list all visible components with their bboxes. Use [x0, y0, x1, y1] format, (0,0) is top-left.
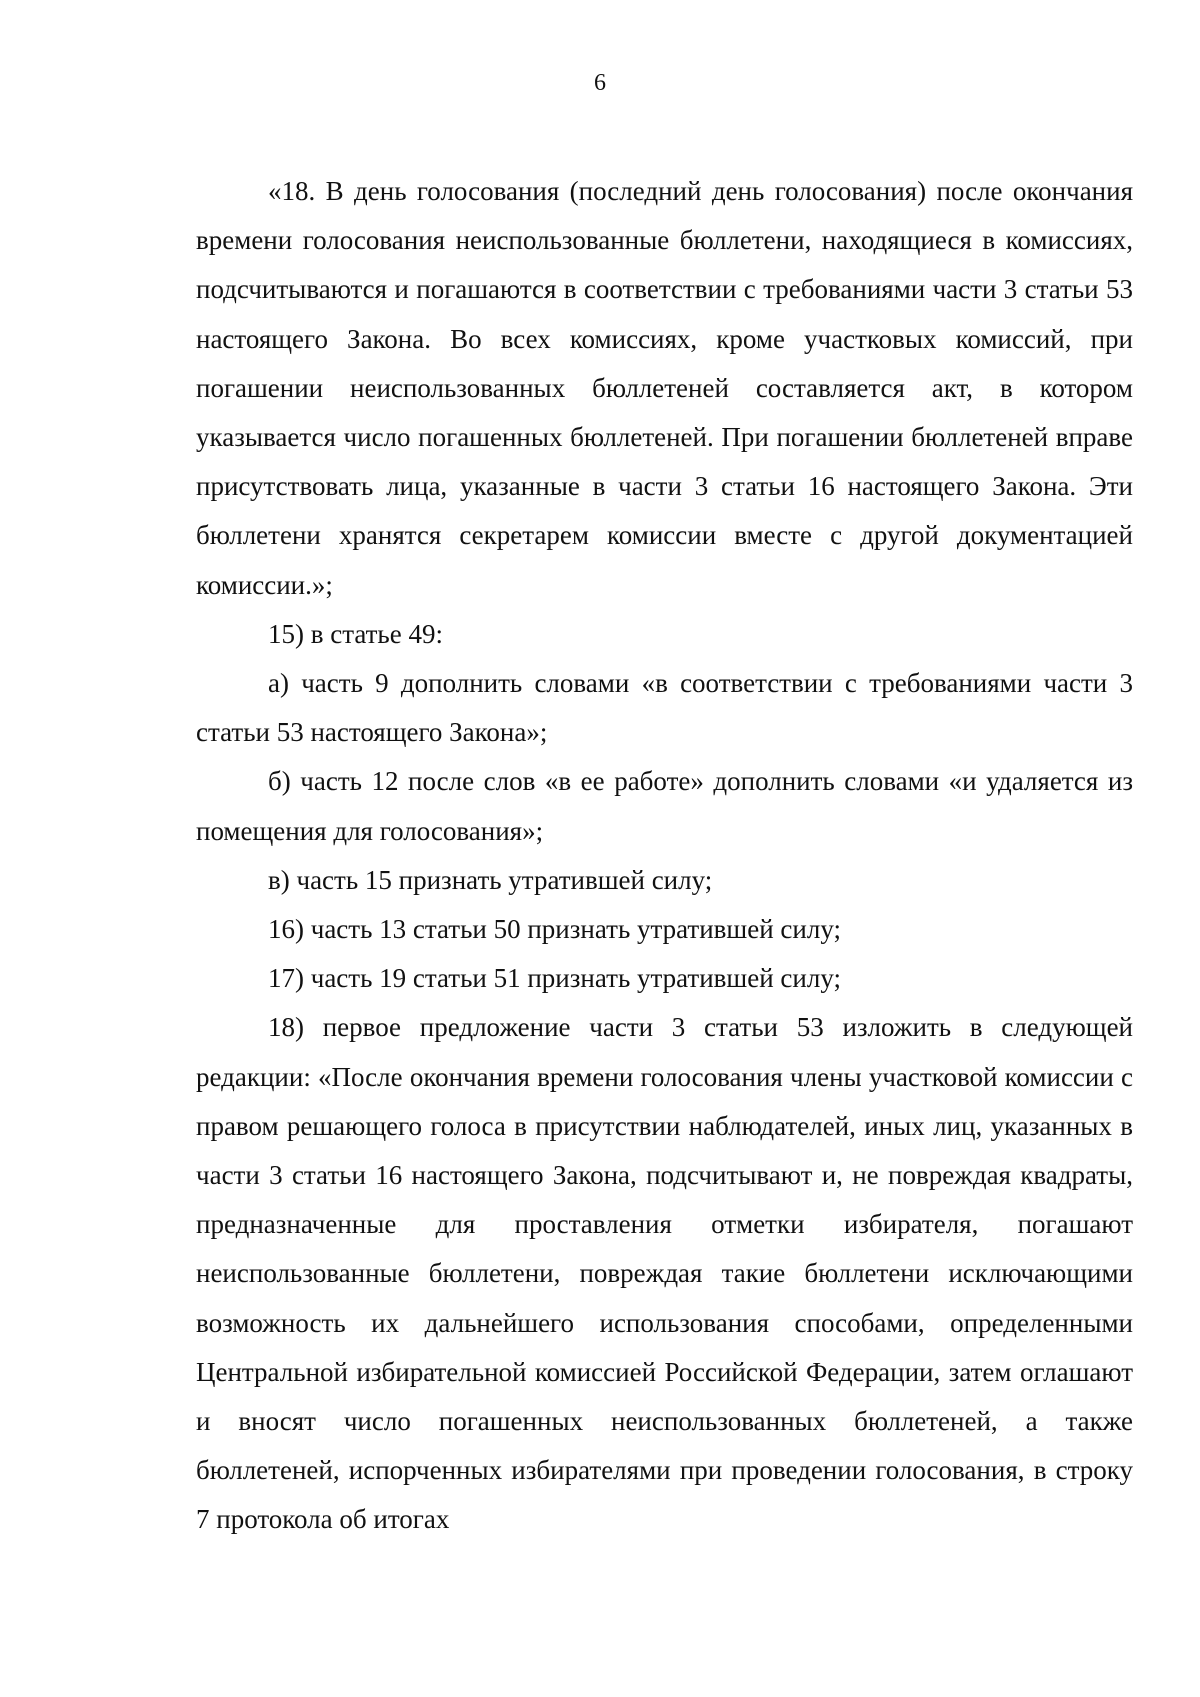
paragraph-item-18-text: «18. В день голосования (последний день голосования) после окончания времени голосования неиспользованные бюллетени, находящиеся в комиссиях, подсчитываются и погашаются в соответствии с требованиями части 3 статьи 53 настоящего Закона. Во всех комиссиях, кроме участковых комиссий, при погашении неиспользованных бюллетеней составляется акт, в котором указывается число погашенных бюллетеней. При погашении бюллетеней вправе присутствовать лица, указанные в части 3 статьи 16 настоящего Закона. Эти бюллетени хранятся секретарем комиссии вместе с другой документацией комиссии.»;: [196, 176, 1133, 600]
page-number: 6: [594, 70, 606, 96]
paragraph-amendment-16: 16) часть 13 статьи 50 признать утратившей силу;: [268, 914, 841, 945]
paragraph-subitem-a: а) часть 9 дополнить словами «в соответствии с требованиями части 3 статьи 53 настоящего Закона»;: [196, 668, 1133, 748]
paragraph-amendment-15: 15) в статье 49:: [268, 618, 443, 649]
paragraph-amendment-17: 17) часть 19 статьи 51 признать утратившей силу;: [268, 963, 841, 994]
paragraph-subitem-b: б) часть 12 после слов «в ее работе» дополнить словами «и удаляется из помещения для голосования»;: [196, 766, 1133, 846]
document-body: [196, 167, 1133, 1545]
paragraph-subitem-v: в) часть 15 признать утратившей силу;: [268, 864, 713, 895]
paragraph-amendment-18: 18) первое предложение части 3 статьи 53 изложить в следующей редакции: «После окончания времени голосования члены участковой комиссии с правом решающего голоса в присутствии наблюдателей, иных лиц, указанных в части 3 статьи 16 настоящего Закона, подсчитывают и, не повреждая квадраты, предназначенные для проставления отметки избирателя, погашают неиспользованные бюллетени, повреждая такие бюллетени исключающими возможность их дальнейшего использования способами, определенными Центральной избирательной комиссией Российской Федерации, затем оглашают и вносят число погашенных неиспользованных бюллетеней, а также бюллетеней, испорченных избирателями при проведении голосования, в строку 7 протокола об итогах: [196, 1012, 1133, 1535]
